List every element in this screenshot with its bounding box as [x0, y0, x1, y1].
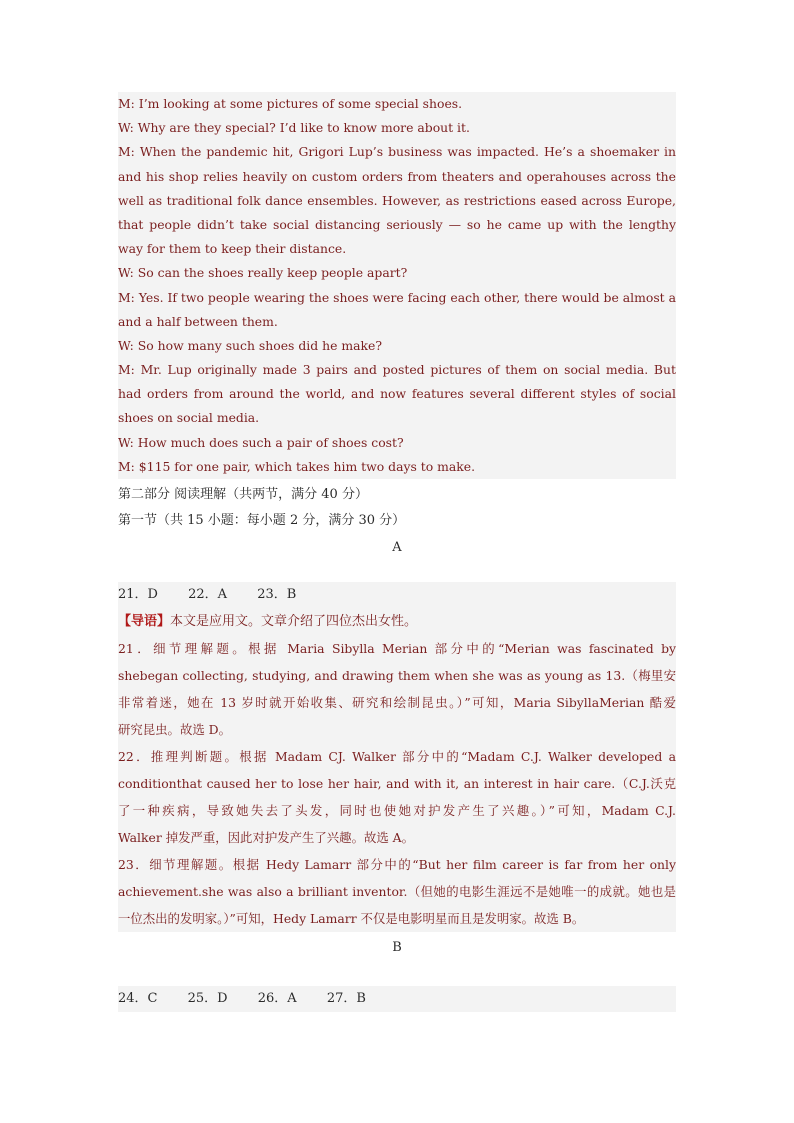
part-two-heading: 第二部分 阅读理解（共两节，满分 40 分） [118, 487, 368, 502]
answer-item: 27．B [326, 991, 366, 1006]
dialogue-transcript [118, 92, 676, 479]
answer-item: 24．C [118, 991, 158, 1006]
explanation-line: 一位杰出的发明家。）”可知，Hedy Lamarr 不仅是电影明星而且是发明家。故选 B。 [118, 911, 585, 926]
explanation-line: 21．细节理解题。根据 Maria Sibylla Merian 部分中的“Merian was fascinated by [118, 641, 676, 656]
answer-item: 23．B [257, 587, 297, 602]
answer-row-b [118, 986, 676, 1012]
dialogue-line: W: So can the shoes really keep people apart? [118, 265, 408, 281]
dialogue-line: M: Mr. Lup originally made 3 pairs and posted pictures of them on social media. But [118, 362, 676, 378]
explanation-line: 非常着迷，她在 13 岁时就开始收集、研究和绘制昆虫。）”可知，Maria SibyllaMerian 酷爱 [118, 695, 676, 710]
guide-tag: 【导语】 [118, 614, 171, 629]
answer-row-a [118, 582, 676, 608]
section-b-heading [118, 936, 676, 960]
guide-line [118, 608, 676, 635]
dialogue-line: well as traditional folk dance ensembles. However, as restrictions eased across Europe, [118, 192, 676, 208]
dialogue-line: shoes on social media. [118, 410, 260, 426]
answer-item: 21．D [118, 587, 158, 602]
dialogue-line: M: I’m looking at some pictures of some special shoes. [118, 96, 463, 111]
explanation-line: 了一种疾病，导致她失去了头发，同时也使她对护发产生了兴趣。）”可知，Madam C.J. [118, 803, 676, 818]
dialogue-line: M: When the pandemic hit, Grigori Lup’s business was impacted. He’s a shoemaker in [118, 144, 676, 160]
dialogue-line: M: $115 for one pair, which takes him two days to make. [118, 458, 476, 474]
dialogue-line: W: Why are they special? I’d like to know more about it. [118, 120, 470, 136]
explanation-line: 23．细节理解题。根据 Hedy Lamarr 部分中的“But her film career is far from her only [118, 857, 676, 872]
explanation-line: achievement.she was also a brilliant inventor.（但她的电影生涯远不是她唯一的成就。她也是 [118, 884, 676, 899]
section-b-answers [118, 986, 676, 1012]
dialogue-line: M: Yes. If two people wearing the shoes were facing each other, there would be almost a [118, 289, 676, 305]
dialogue-line: and a half between them. [118, 313, 278, 329]
answer-item: 25．D [187, 991, 228, 1006]
explanation-line: Walker 掉发严重，因此对护发产生了兴趣。故选 A。 [118, 830, 415, 845]
dialogue-line: W: So how many such shoes did he make? [118, 337, 382, 353]
section-one-heading: 第一节（共 15 小题：每小题 2 分，满分 30 分） [118, 513, 406, 528]
answer-item: 22．A [188, 587, 228, 602]
section-b-label: B [392, 940, 402, 955]
explanation-line: 22．推理判断题。根据 Madam CJ. Walker 部分中的“Madam C.J. Walker developed a [118, 749, 676, 764]
explanation-line: 研究昆虫。故选 D。 [118, 722, 231, 737]
section-a-explanations [118, 582, 676, 932]
part-two-headings [118, 482, 676, 562]
dialogue-line: way for them to keep their distance. [118, 241, 347, 257]
explanation-line: shebegan collecting, studying, and drawing them when she was as young as 13.（梅里安 [118, 668, 676, 683]
explanation-line: conditionthat caused her to lose her hair, and with it, an interest in hair care.（C.J.沃克 [118, 776, 676, 791]
dialogue-line: and his shop relies heavily on custom orders from theaters and operahouses across the [118, 168, 676, 184]
dialogue-line: W: How much does such a pair of shoes cost? [118, 434, 404, 450]
guide-text: 本文是应用文。文章介绍了四位杰出女性。 [170, 614, 418, 629]
section-a-label: A [392, 540, 402, 555]
dialogue-line: that people didn’t take social distancing seriously — so he came up with the lengthy [118, 216, 676, 232]
dialogue-line: had orders from around the world, and now features several different styles of social [118, 386, 676, 402]
answer-item: 26．A [257, 991, 297, 1006]
